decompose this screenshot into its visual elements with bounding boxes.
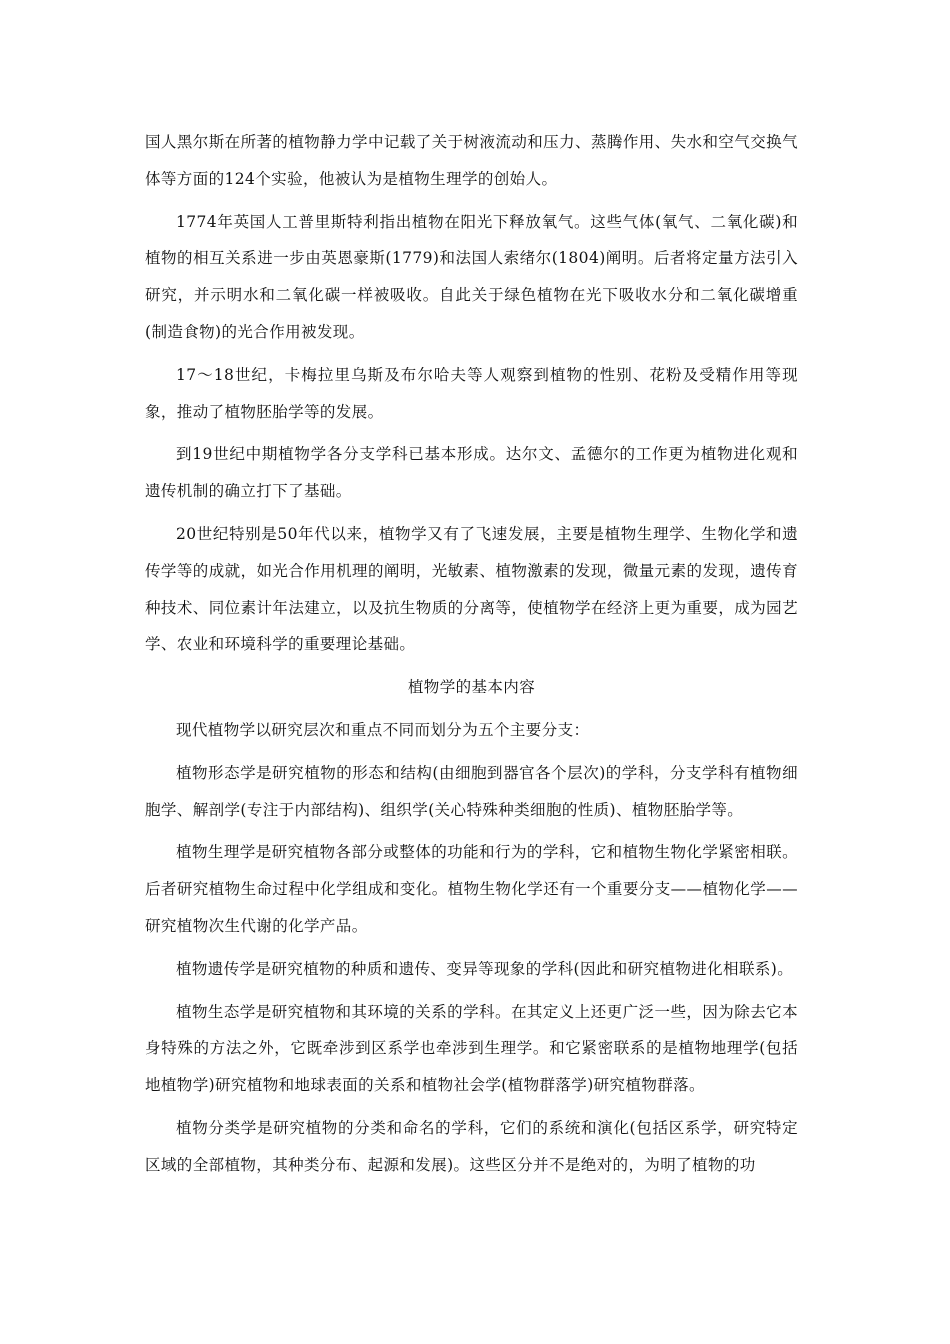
paragraph-plant-embryology: 17～18世纪，卡梅拉里乌斯及布尔哈夫等人观察到植物的性别、花粉及受精作用等现象，推动了植物胚胎学等的发展。 — [145, 365, 798, 421]
paragraph-photosynthesis-history: 1774年英国人工普里斯特利指出植物在阳光下释放氧气。这些气体(氧气、二氧化碳)和植物的相互关系进一步由英恩豪斯(1779)和法国人索绪尔(1804)阐明。后者将定量方法引入研究，并示明水和二氧化碳一样被吸收。自此关于绿色植物在光下吸收水分和二氧化碳增重(制造食物)的光合作用被发现。 — [145, 212, 798, 341]
section-heading: 植物学的基本内容 — [407, 678, 536, 697]
paragraph-plant-physiology: 植物生理学是研究植物各部分或整体的功能和行为的学科，它和植物生物化学紧密相联。后者研究植物生命过程中化学组成和变化。植物生物化学还有一个重要分支——植物化学——研究植物次生代谢的化学产品。 — [145, 843, 798, 935]
paragraph-20th-century: 20世纪特别是50年代以来，植物学又有了飞速发展，主要是植物生理学、生物化学和遗传学等的成就，如光合作用机理的阐明，光敏素、植物激素的发现，微量元素的发现，遗传育种技术、同位素计年法建立，以及抗生物质的分离等，使植物学在经济上更为重要，成为园艺学、农业和环境科学的重要理论基础。 — [145, 524, 798, 654]
paragraph-plant-morphology: 植物形态学是研究植物的形态和结构(由细胞到器官各个层次)的学科，分支学科有植物细胞学、解剖学(专注于内部结构)、组织学(关心特殊种类细胞的性质)、植物胚胎学等。 — [145, 763, 798, 819]
paragraph-plant-genetics: 植物遗传学是研究植物的种质和遗传、变异等现象的学科(因此和研究植物进化相联系)。 — [176, 959, 794, 978]
paragraph-plant-taxonomy: 植物分类学是研究植物的分类和命名的学科，它们的系统和演化(包括区系学，研究特定区域的全部植物，其种类分布、起源和发展)。这些区分并不是绝对的，为明了植物的功 — [145, 1118, 798, 1174]
paragraph-19th-century: 到19世纪中期植物学各分支学科已基本形成。达尔文、孟德尔的工作更为植物进化观和遗传机制的确立打下了基础。 — [145, 445, 798, 501]
paragraph-branches-intro: 现代植物学以研究层次和重点不同而划分为五个主要分支： — [176, 720, 590, 739]
paragraph-hales-experiments: 国人黑尔斯在所著的植物静力学中记载了关于树液流动和压力、蒸腾作用、失水和空气交换气体等方面的124个实验，他被认为是植物生理学的创始人。 — [145, 133, 798, 188]
paragraph-plant-ecology: 植物生态学是研究植物和其环境的关系的学科。在其定义上还更广泛一些，因为除去它本身特殊的方法之外，它既牵涉到区系学也牵涉到生理学。和它紧密联系的是植物地理学(包括地植物学)研究植物和地球表面的关系和植物社会学(植物群落学)研究植物群落。 — [145, 1002, 798, 1095]
